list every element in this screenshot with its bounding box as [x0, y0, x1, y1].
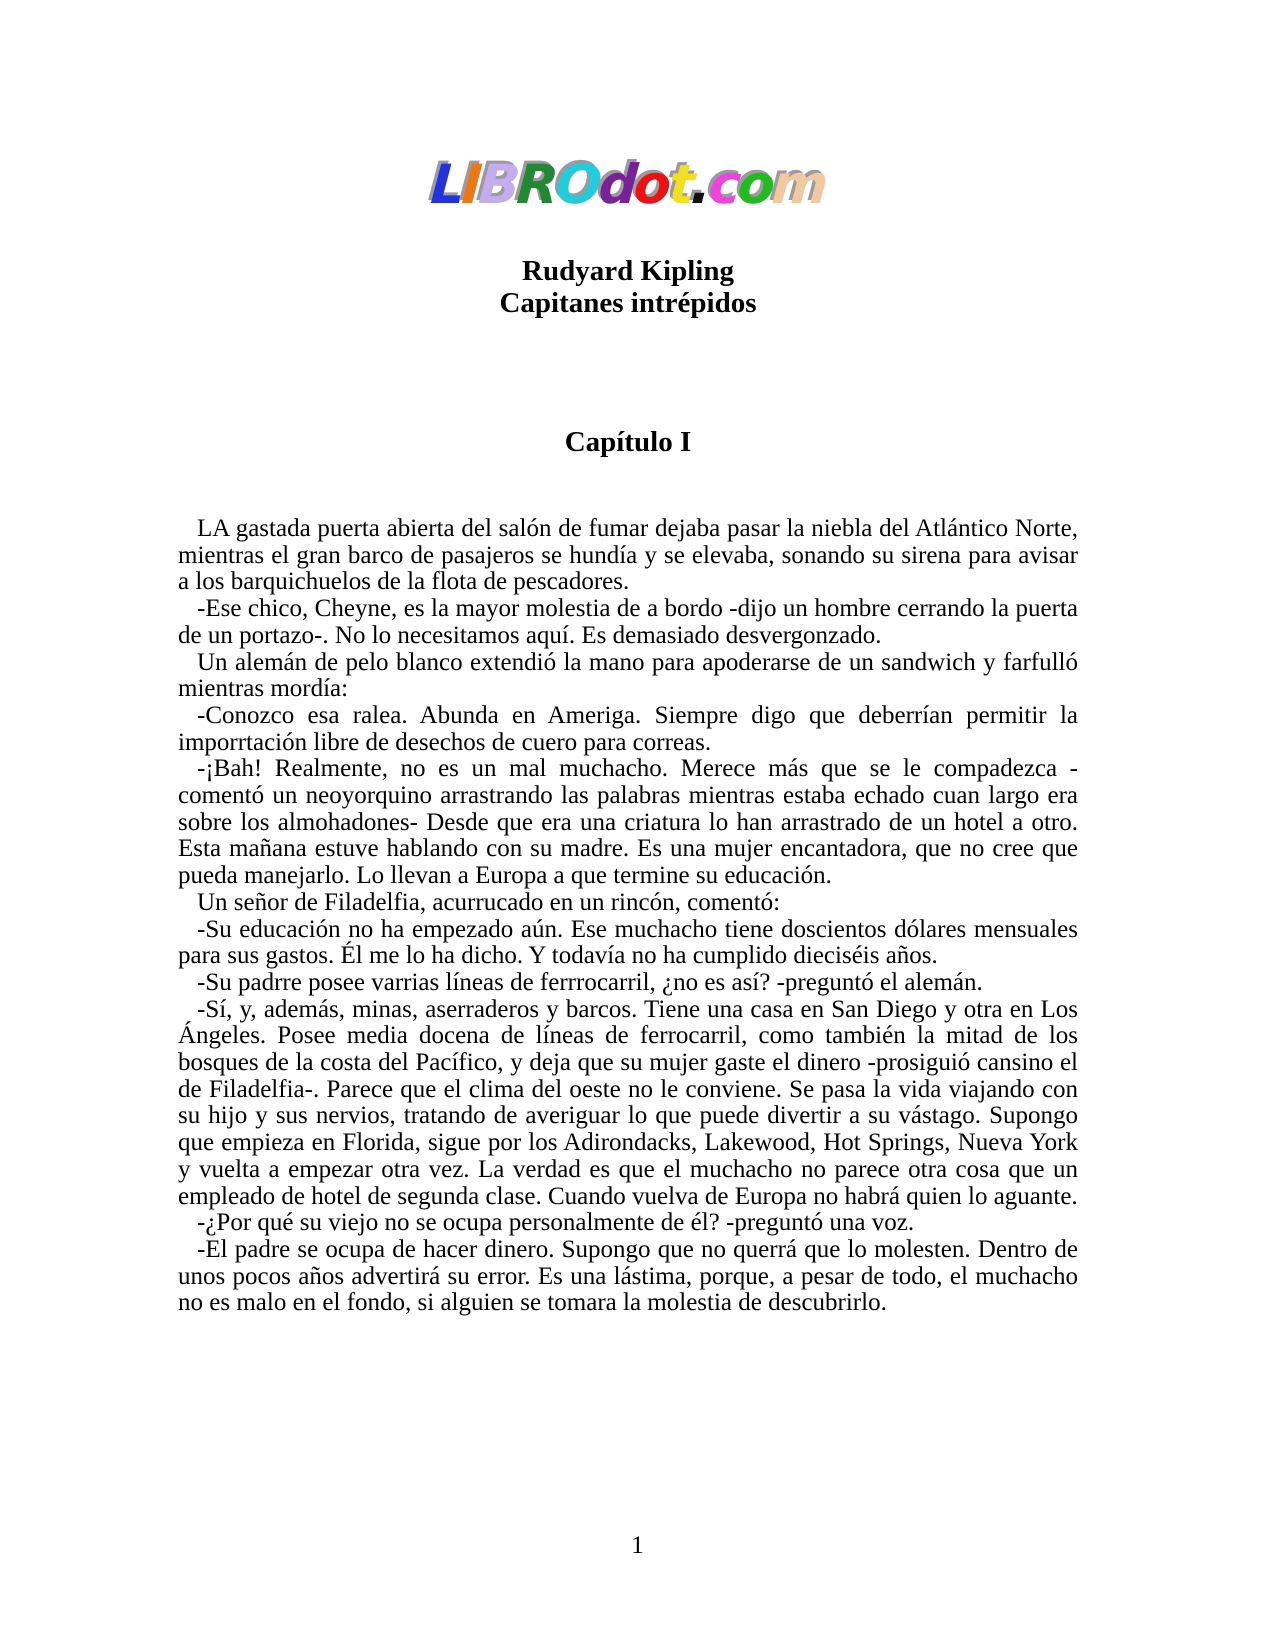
body-text — [178, 516, 1078, 1317]
logo-letter: . — [689, 153, 712, 216]
page-number: 1 — [631, 1532, 644, 1559]
body-paragraph: -Su padrre posee varrias líneas de ferrrocarril, ¿no es así? -preguntó el alemán. — [197, 968, 983, 996]
chapter-heading: Capítulo I — [564, 426, 692, 458]
logo-letter: o — [735, 153, 775, 216]
body-paragraph: -El padre se ocupa de hacer dinero. Supongo que no querrá que lo molesten. Dentro de unos pocos años advertirá su error. Es una lástima, porque, a pesar de todo, el muchacho no es malo en el fondo, si alguien se tomara la molestia de descubrirlo. — [178, 1235, 1078, 1317]
logo-letter: B — [476, 153, 520, 216]
body-paragraph: LA gastada puerta abierta del salón de fumar dejaba pasar la niebla del Atlántico Norte, mientras el gran barco de pasajeros se hundía y se elevaba, sonando su sirena para avisar a los barquichuelos de la flota de pescadores. — [178, 515, 1078, 596]
logo-letter: R — [515, 153, 559, 216]
logo-letter: c — [706, 153, 741, 216]
logo-letter: O — [553, 153, 602, 216]
body-paragraph: -Sí, y, además, minas, aserraderos y barcos. Tiene una casa en San Diego y otra en Los Ángeles. Posee media docena de líneas de ferrocarril, como también la mitad de los bosques de la costa del Pacífico, y deja que su mujer gaste el dinero -prosiguió cansino el de Filadelfia-. Parece que el clima del oeste no le conviene. Se pasa la vida viajando con su hijo y sus nervios, tratando de averiguar lo que puede divertir a su vástago. Supongo que empieza en Florida, sigue por los Adirondacks, Lakewood, Hot Springs, Nueva York y vuelta a empezar otra vez. La verdad es que el muchacho no parece otra cosa que un empleado de hotel de segunda clase. Cuando vuelva de Europa no habrá quien lo aguante. — [178, 995, 1078, 1210]
body-paragraph: -¿Por qué su viejo no se ocupa personalmente de él? -preguntó una voz. — [197, 1209, 915, 1237]
title-block — [178, 255, 1078, 319]
body-paragraph: -¡Bah! Realmente, no es un mal muchacho. Merece más que se le compadezca -comentó un neoyorquino arrastrando las palabras mientras estaba echado cuan largo era sobre los almohadones- Desde que era una criatura lo han arrastrado de un hotel a otro. Esta mañana estuve hablando con su madre. Es una mujer encantadora, que no cree que pueda manejarlo. Lo llevan a Europa a que termine su educación. — [178, 755, 1078, 890]
author-name: Rudyard Kipling — [522, 255, 734, 287]
librodot-logo — [178, 150, 1078, 220]
logo-letter: m — [769, 153, 828, 216]
body-paragraph: Un alemán de pelo blanco extendió la mano para apoderarse de un sandwich y farfulló mientras mordía: — [178, 648, 1078, 703]
logo-letter: o — [632, 153, 671, 216]
body-paragraph: -Conozco esa ralea. Abunda en Ameriga. Siempre digo que deberrían permitir la imporrtación libre de desechos de cuero para correas. — [178, 701, 1078, 756]
logo-letter: L — [428, 153, 465, 216]
logo-letter: I — [459, 153, 482, 216]
book-title: Capitanes intrépidos — [499, 287, 757, 319]
logo-letter: t — [666, 153, 694, 216]
body-paragraph: -Su educación no ha empezado aún. Ese muchacho tiene doscientos dólares mensuales para sus gastos. Él me lo ha dicho. Y todavía no ha cumplido dieciséis años. — [178, 915, 1078, 970]
body-paragraph: -Ese chico, Cheyne, es la mayor molestia de a bordo -dijo un hombre cerrando la puerta de un portazo-. No lo necesitamos aquí. Es demasiado desvergonzado. — [178, 595, 1078, 649]
logo-letter: d — [596, 153, 637, 216]
body-paragraph: Un señor de Filadelfia, acurrucado en un rincón, comentó: — [197, 888, 781, 916]
